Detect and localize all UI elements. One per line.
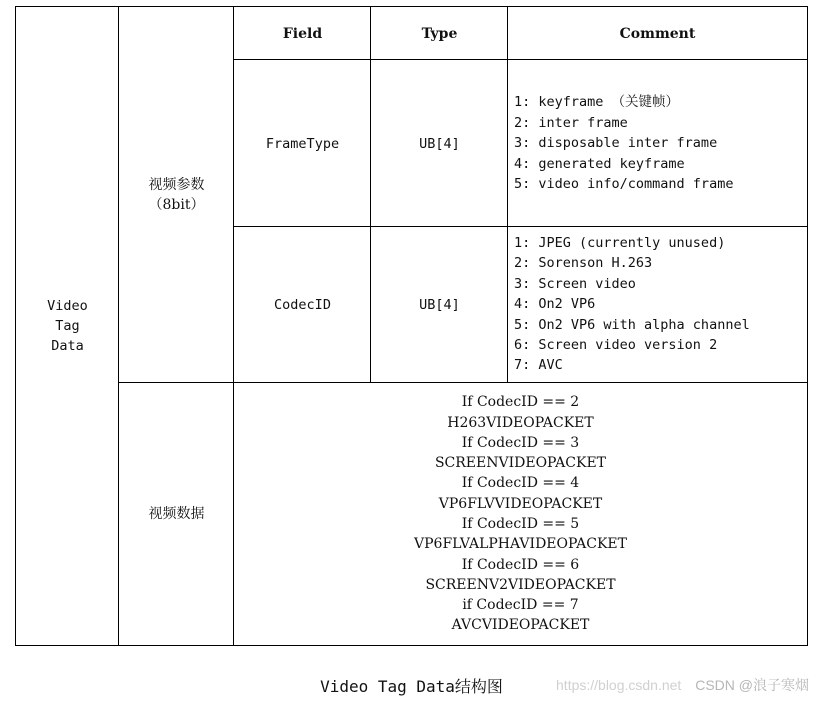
list-item: 5: video info/command frame [514,176,734,193]
codecid-field: CodecID [274,297,331,313]
list-item: 2: inter frame [514,114,628,131]
list-item: If CodecID == 6 [461,556,580,573]
header-comment: Comment [507,6,808,60]
data-label: 视频数据 [148,506,205,522]
list-item: AVCVIDEOPACKET [451,617,590,634]
header-type: Type [370,6,508,60]
frametype-comment-list [514,92,733,194]
video-tag-data-table [15,6,808,646]
list-item: 3: disposable inter frame [514,135,718,152]
frametype-type: UB[4] [419,135,460,152]
params-label: 视频参数 （8bit） [148,176,205,213]
list-item: 1: keyframe （关键帧） [514,94,680,111]
frametype-type-cell [370,59,508,227]
list-item: SCREENVIDEOPACKET [434,455,607,472]
frametype-field-cell [233,59,371,227]
packet-list [414,392,627,636]
codecid-field-cell [233,226,371,383]
list-item: SCREENV2VIDEOPACKET [425,576,616,593]
list-item: 6: Screen video version 2 [514,337,718,354]
data-label-cell [118,382,234,646]
list-item: 5: On2 VP6 with alpha channel [514,316,750,333]
list-item: 4: generated keyframe [514,155,685,172]
list-item: if CodecID == 7 [462,597,579,614]
list-item: H263VIDEOPACKET [447,414,594,431]
list-item: 4: On2 VP6 [514,296,596,313]
params-label-cell [118,6,234,382]
list-item: 2: Sorenson H.263 [514,255,653,272]
list-item: If CodecID == 3 [461,434,580,451]
list-item: 7: AVC [514,357,563,374]
list-item: If CodecID == 4 [461,475,580,492]
figure-caption: Video Tag Data结构图 [320,677,503,696]
list-item: If CodecID == 5 [461,516,580,532]
list-item: If CodecID == 2 [461,394,580,411]
watermark-site: https://blog.csdn.net [556,677,682,693]
watermark-text: CSDN @浪子寒烟 [695,677,809,693]
list-item: 3: Screen video [514,275,636,292]
frametype-field: FrameType [265,135,340,152]
list-item: VP6FLVALPHAVIDEOPACKET [414,536,627,553]
watermark [556,675,809,695]
group-label-cell [15,6,119,646]
codecid-type-cell [370,226,508,383]
codecid-comment-cell [507,226,808,383]
header-field: Field [233,6,371,60]
list-item: 1: JPEG (currently unused) [514,235,726,251]
codecid-comment-list [514,233,750,376]
codecid-type: UB[4] [419,297,460,313]
list-item: VP6FLVVIDEOPACKET [438,495,603,512]
group-label: Video Tag Data [47,298,88,354]
data-packets-cell [233,382,808,646]
frametype-comment-cell [507,59,808,227]
